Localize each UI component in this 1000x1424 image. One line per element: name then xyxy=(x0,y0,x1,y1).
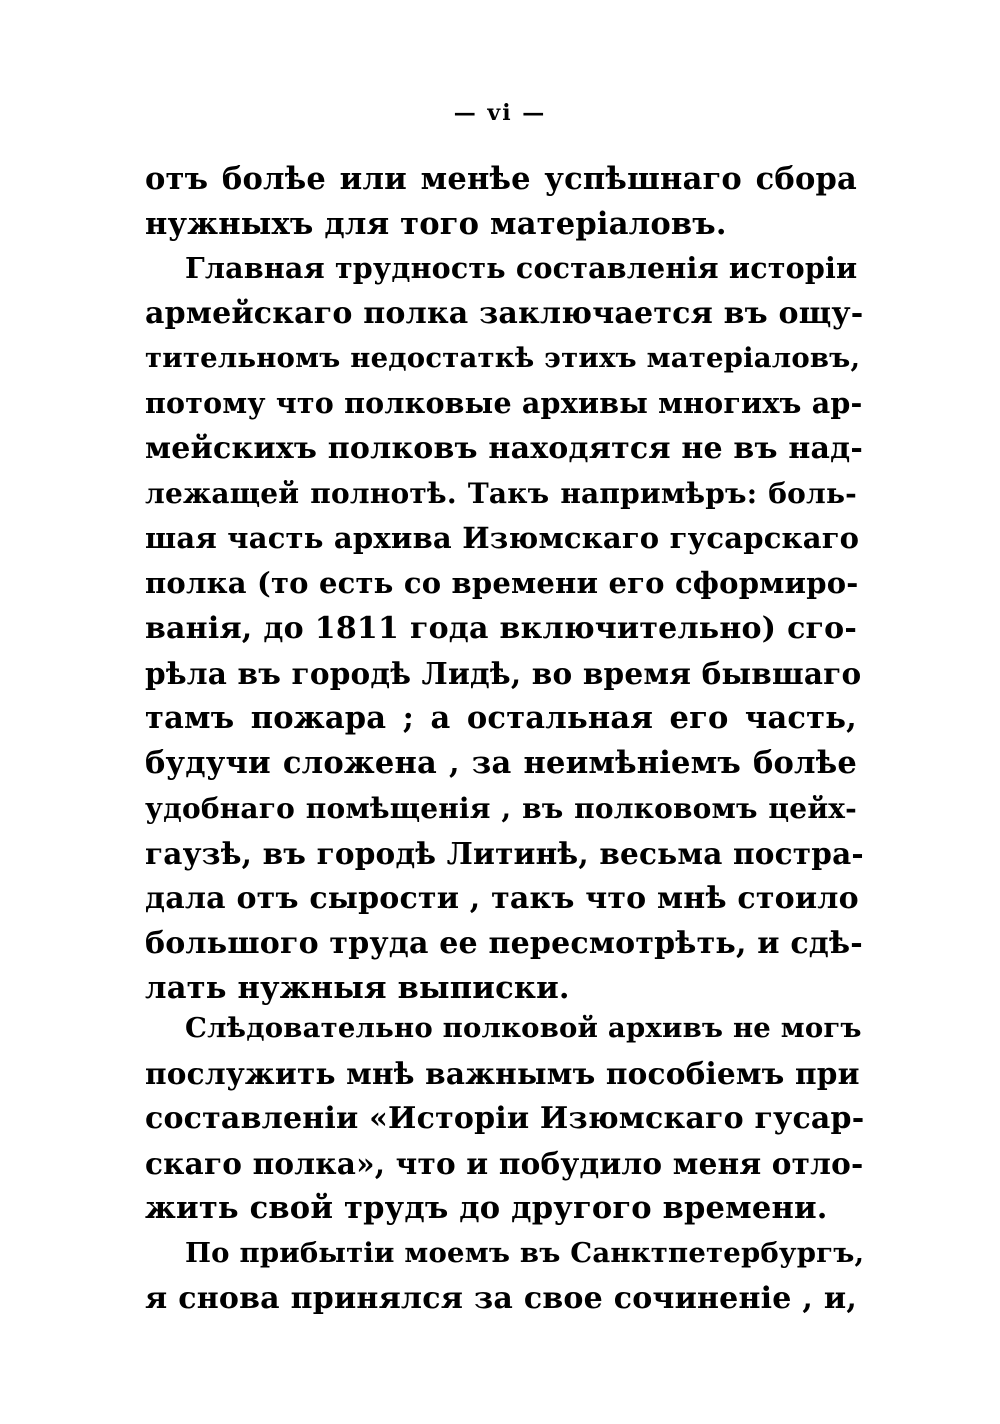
text-line: ванія, до 1811 года включительно) сго- xyxy=(145,611,857,646)
text-line: армейскаго полка заключается въ ощу- xyxy=(145,296,864,331)
text-line: потому что полковые архивы многихъ ар- xyxy=(145,386,863,420)
paragraph xyxy=(145,1006,865,1231)
text-line: большого труда ее пересмотрѣть, и сдѣ- xyxy=(145,926,863,961)
text-line: дала отъ сырости , такъ что мнѣ стоило xyxy=(145,881,859,916)
text-line: скаго полка», что и побудило меня отло- xyxy=(145,1146,864,1181)
paragraph xyxy=(145,1231,865,1321)
text-line: тительномъ недостаткѣ этихъ матеріаловъ, xyxy=(145,342,861,374)
text-line: По прибытіи моемъ въ Санктпетербургъ, xyxy=(185,1237,865,1269)
text-line: отъ болѣе или менѣе успѣшнаго сбора xyxy=(145,161,857,197)
text-line: будучи сложена , за неимѣніемъ болѣе xyxy=(145,745,857,781)
text-line: полка (то есть со времени его сформиро- xyxy=(145,566,859,600)
text-line: лежащей полнотѣ. Такъ напримѣръ: боль- xyxy=(145,477,857,510)
text-line: нужныхъ для того матеріаловъ. xyxy=(145,206,727,242)
text-line: удобнаго помѣщенія , въ полковомъ цейх- xyxy=(145,792,857,825)
text-line: шая часть архива Изюмскаго гусарскаго xyxy=(145,521,860,555)
text-line: рѣла въ городѣ Лидѣ, во время бывшаго xyxy=(145,656,862,691)
text-line: Главная трудность составленія исторіи xyxy=(185,251,858,285)
text-line: тамъ пожара ; а остальная его часть, xyxy=(145,700,857,736)
text-line: послужить мнѣ важнымъ пособіемъ при xyxy=(145,1056,860,1091)
text-line: я снова принялся за свое сочиненіе , и, xyxy=(145,1281,857,1316)
page-number: — vi — xyxy=(453,100,547,126)
text-line: жить свой трудъ до другого времени. xyxy=(145,1190,828,1226)
text-line: мейскихъ полковъ находятся не въ над- xyxy=(145,431,863,466)
text-line: лать нужныя выписки. xyxy=(145,970,570,1006)
text-line: Слѣдовательно полковой архивъ не могъ xyxy=(185,1012,862,1044)
paragraph xyxy=(145,246,864,1011)
text-line: гаузѣ, въ городѣ Литинѣ, весьма постра- xyxy=(145,836,864,871)
paragraph xyxy=(145,157,857,247)
text-line: составленіи «Исторіи Изюмскаго гусар- xyxy=(145,1101,865,1136)
